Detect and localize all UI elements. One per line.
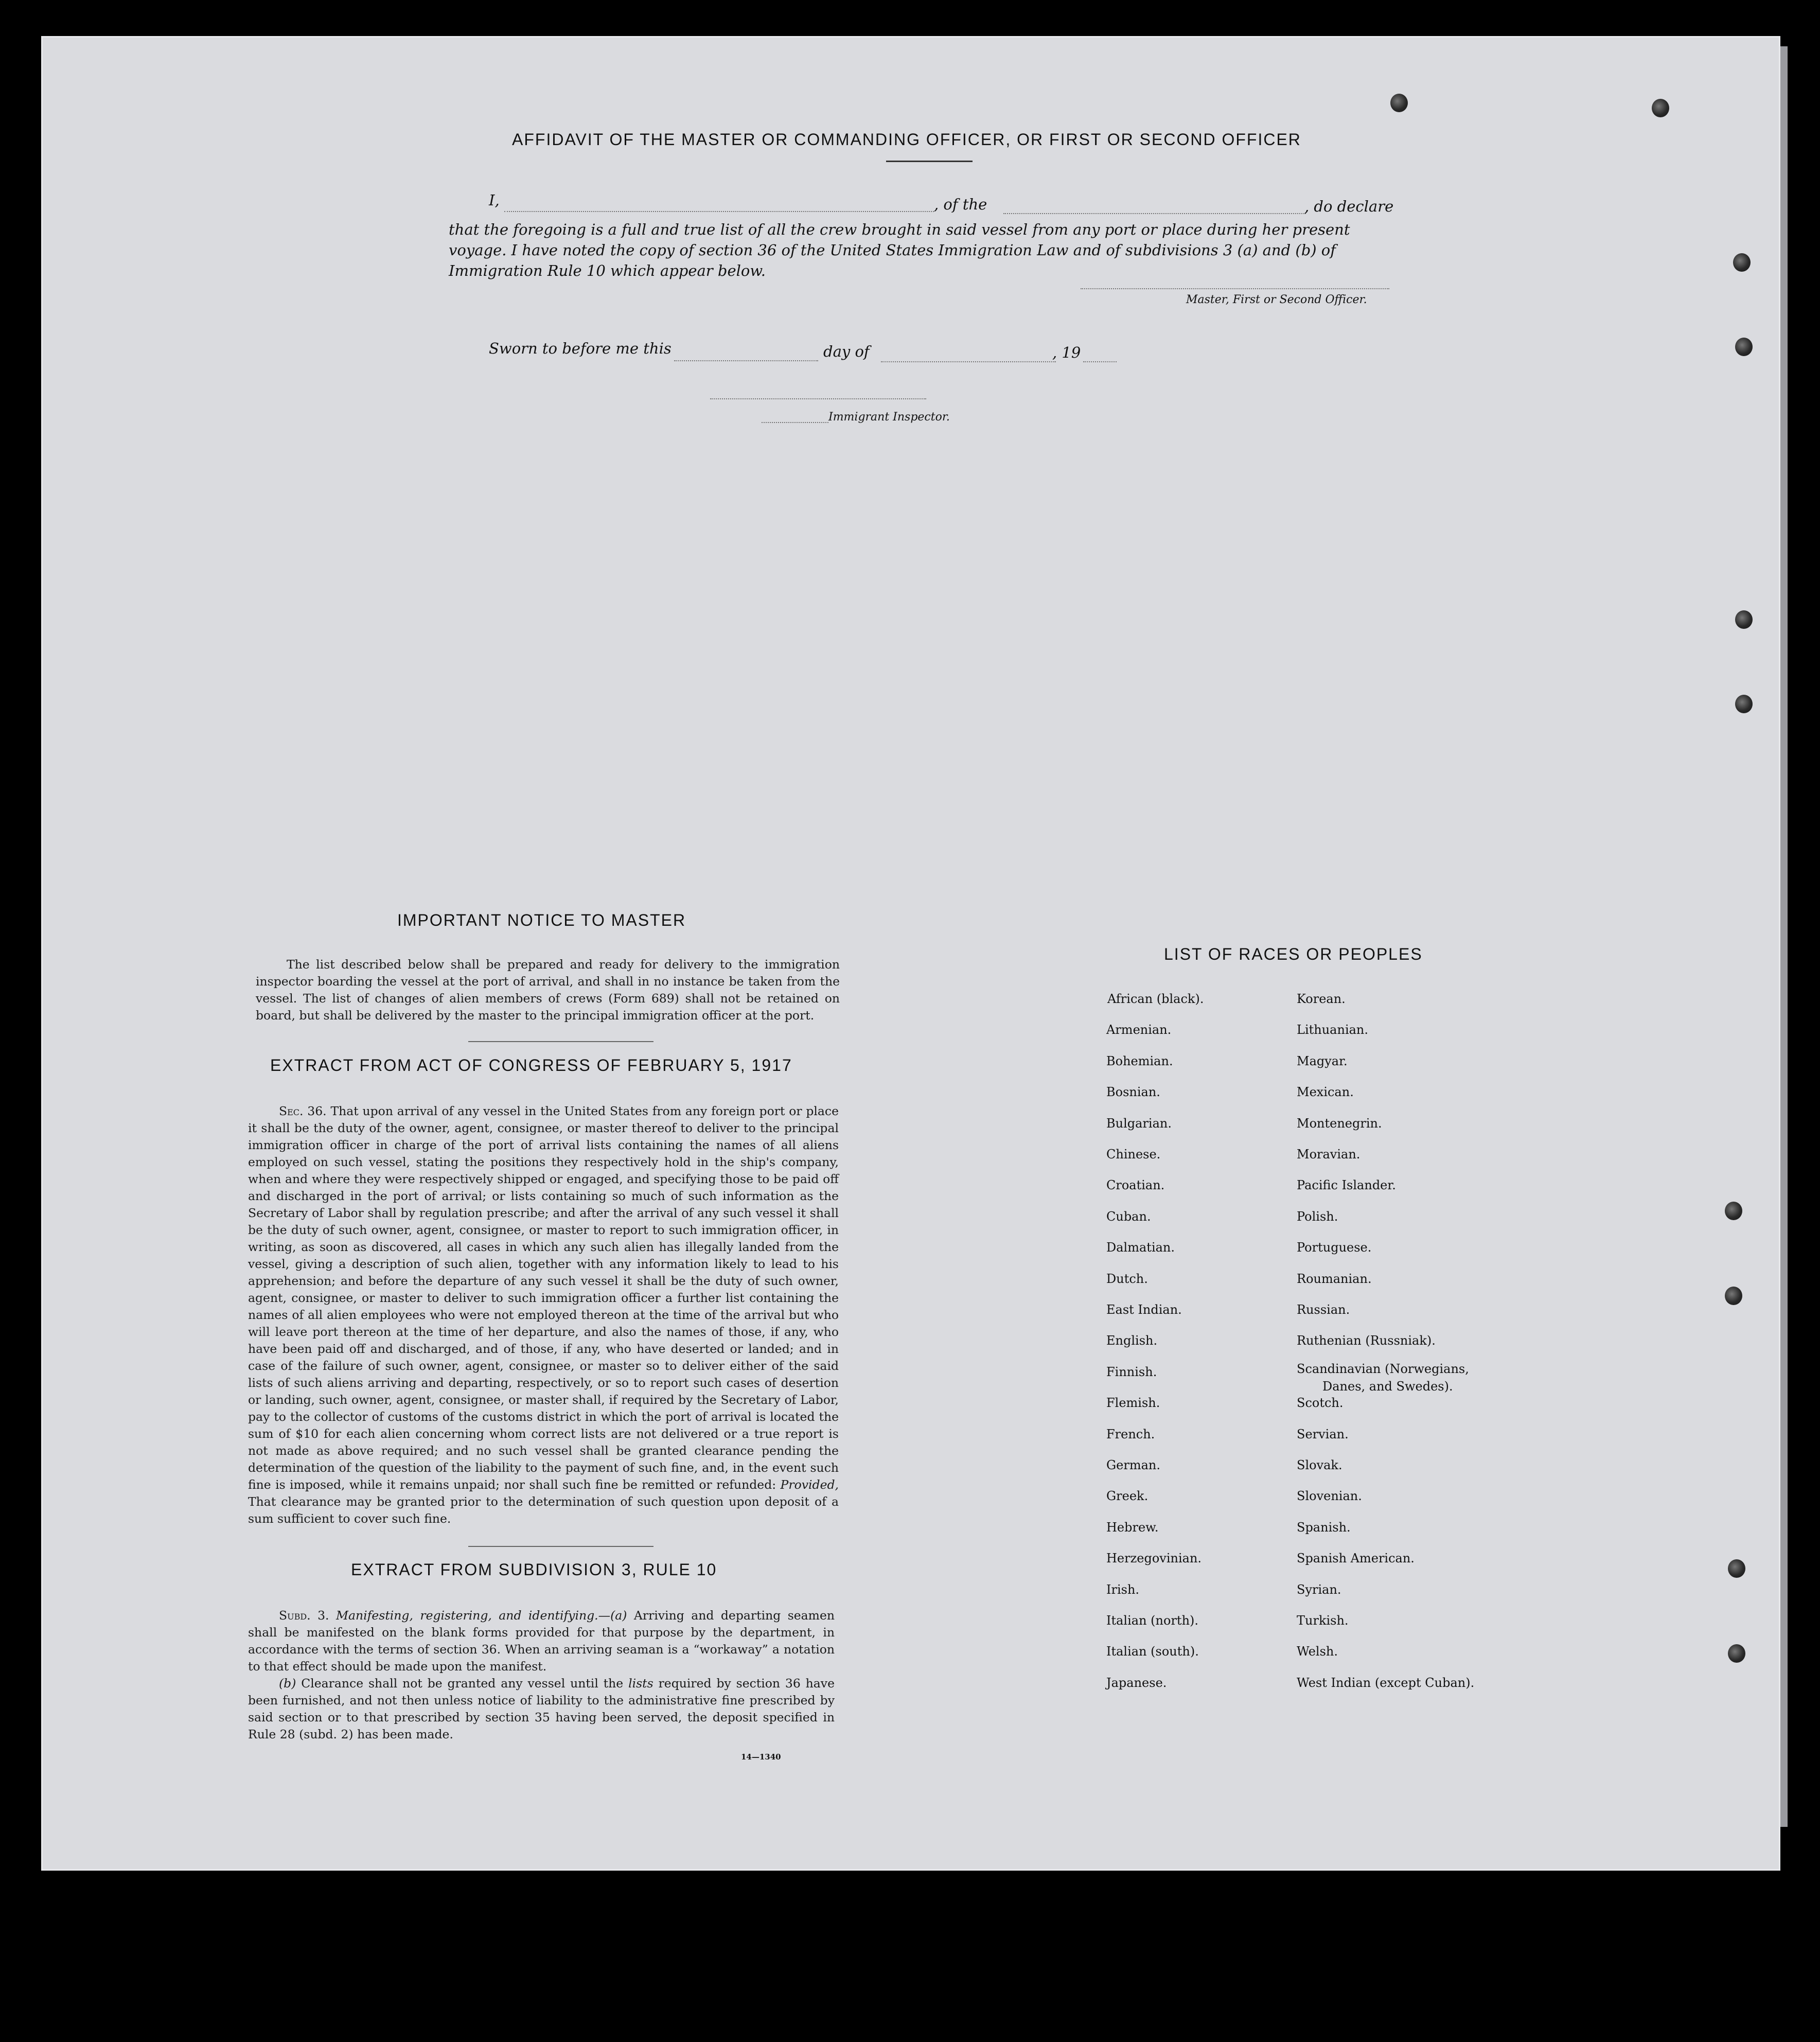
race-item-left: Herzegovinian.: [1106, 1551, 1202, 1565]
vessel-blank[interactable]: [1003, 213, 1306, 214]
act-rule: [468, 1546, 653, 1547]
sworn-mid: day of: [823, 343, 870, 360]
rule-body: [248, 1607, 835, 1743]
race-item-left: Italian (south).: [1106, 1644, 1199, 1659]
punch-hole: [1652, 99, 1669, 117]
sworn-end: , 19: [1052, 344, 1081, 361]
race-item-right: Pacific Islander.: [1297, 1178, 1396, 1192]
punch-hole: [1735, 338, 1753, 356]
sworn-start: Sworn to before me this: [489, 340, 672, 357]
para-a-label: (a): [610, 1608, 627, 1623]
act-text-proviso: That clearance may be granted prior to the determination of such question upon deposit of a sum sufficient to cover such fine.: [248, 1494, 839, 1526]
race-item-left: Hebrew.: [1106, 1520, 1159, 1535]
race-item-right: Magyar.: [1297, 1054, 1348, 1068]
notice-text: The list described below shall be prepared and ready for delivery to the immigration inspector boarding the vessel at the port of arrival, and shall in no instance be taken from the vessel. The list of changes of alien members of crews (Form 689) shall not be retained on board, but shall be delivered by the master to the principal immigration officer at the port.: [256, 957, 840, 1023]
affidavit-line1-mid: , of the: [934, 196, 987, 213]
race-item-left: Bulgarian.: [1106, 1116, 1172, 1131]
punch-hole: [1728, 1559, 1745, 1578]
para-b-text-1: Clearance shall not be granted any vessel until the: [301, 1676, 624, 1691]
punch-hole: [1390, 94, 1408, 112]
punch-hole: [1735, 695, 1753, 713]
race-item-left: Italian (north).: [1106, 1613, 1199, 1628]
para-a-text: Arriving and departing seamen shall be manifested on the blank forms provided for that purpose by the department, in accordance with the terms of section 36. When an arriving seaman is a “workaway” a notation to that effect should be made upon the manifest.: [248, 1608, 835, 1674]
race-item-left: Bosnian.: [1106, 1085, 1160, 1099]
para-b-label: (b): [279, 1676, 296, 1691]
race-item-left: Greek.: [1106, 1489, 1148, 1503]
race-item-left: Cuban.: [1106, 1209, 1151, 1224]
races-title: LIST OF RACES OR PEOPLES: [1164, 945, 1423, 963]
race-item-right: Slovak.: [1297, 1458, 1342, 1472]
inspector-blank-upper[interactable]: [710, 398, 926, 399]
race-item-left: Armenian.: [1106, 1023, 1172, 1037]
race-item-left: Flemish.: [1106, 1396, 1160, 1410]
race-item-right: Servian.: [1297, 1427, 1349, 1441]
sworn-day-blank[interactable]: [674, 360, 818, 361]
subd-label: Subd. 3.: [279, 1608, 329, 1623]
race-item-left: French.: [1106, 1427, 1155, 1441]
page-edge: [1780, 46, 1788, 1827]
notice-body: [256, 956, 840, 1024]
race-item-right: Lithuanian.: [1297, 1023, 1369, 1037]
race-item-left: Dalmatian.: [1106, 1240, 1175, 1255]
race-item-right-continuation: Danes, and Swedes).: [1322, 1379, 1453, 1394]
rule-title: EXTRACT FROM SUBDIVISION 3, RULE 10: [351, 1560, 717, 1579]
race-item-left: Finnish.: [1106, 1365, 1157, 1379]
signer-blank[interactable]: [1081, 288, 1389, 289]
race-item-right: Scotch.: [1297, 1396, 1344, 1410]
affidavit-line1-end: , do declare: [1304, 198, 1394, 215]
race-item-right: Welsh.: [1297, 1644, 1338, 1659]
race-item-right: Montenegrin.: [1297, 1116, 1382, 1131]
para-b-lists: lists: [628, 1676, 653, 1691]
act-title: EXTRACT FROM ACT OF CONGRESS OF FEBRUARY 5, 1917: [270, 1056, 792, 1075]
affidavit-line1-start: I,: [489, 191, 500, 209]
race-item-left: East Indian.: [1106, 1302, 1182, 1317]
sworn-month-blank[interactable]: [881, 361, 1056, 362]
rule-para-b: [248, 1675, 835, 1743]
race-item-right: Syrian.: [1297, 1582, 1341, 1597]
act-text-main: That upon arrival of any vessel in the United States from any foreign port or place it shall be the duty of the owner, agent, consignee, or master thereof to deliver to the principal immigration officer in charge of the port of arrival lists containing the names of all aliens employed on such vessel, stating the positions they respectively hold in the ship's company, when and where they were respectively shipped or engaged, and specifying those to be paid off and discharged in the port of arrival; or lists containing so much of such information as the Secretary of Labor shall by regulation prescribe; and after the arrival of any such vessel it shall be the duty of such owner, agent, consignee, or master to report to such immigration officer, in writing, as soon as discovered, all cases in which any such alien has illegally landed from the vessel, giving a description of such alien, together with any information likely to lead to his apprehension; and before the departure of any such vessel it shall be the duty of such owner, agent, consignee, or master to deliver to such immigration officer a further list containing the names of all alien employees who were not employed thereon at the time of the arrival but who will leave port thereon at the time of her departure, and also the names of those, if any, who have been paid off and discharged, and of those, if any, who have deserted or landed; and in case of the failure of such owner, agent, consignee, or master so to deliver either of the said lists of such aliens arriving and departing, respectively, or so to report such cases of desertion or landing, such owner, agent, consignee, or master shall, if required by the Secretary of Labor, pay to the collector of customs of the customs district in which the port of arrival is located the sum of $10 for each alien concerning whom correct lists are not delivered or a true report is not made as above required; and no such vessel shall be granted clearance pending the determination of the question of the liability to the payment of such fine, and, in the event such fine is imposed, while it remains unpaid; nor shall such fine be remitted or refunded:: [248, 1104, 839, 1492]
sworn-year-blank[interactable]: [1083, 361, 1117, 362]
race-item-left: Bohemian.: [1106, 1054, 1173, 1068]
inspector-label: Immigrant Inspector.: [828, 411, 950, 424]
para-b-text-2: required by section 36 have been furnished, and not then unless notice of liability to the administrative fine prescribed by said section or to that prescribed by section 35 having been served, the deposit specified in Rule 28 (subd. 2) has been made.: [248, 1676, 835, 1741]
affidavit-line2: that the foregoing is a full and true list of all the crew brought in said vessel from any port or place during her present: [449, 221, 1350, 238]
race-item-right: Portuguese.: [1297, 1240, 1372, 1255]
punch-hole: [1735, 610, 1753, 629]
act-body: [248, 1103, 839, 1527]
punch-hole: [1733, 253, 1751, 272]
race-item-left: Croatian.: [1106, 1178, 1165, 1192]
race-item-right: Russian.: [1297, 1302, 1350, 1317]
subd-heading: Manifesting, registering, and identifying.—: [335, 1608, 611, 1623]
race-item-right: Polish.: [1297, 1209, 1338, 1224]
race-item-right: Spanish.: [1297, 1520, 1351, 1535]
inspector-blank[interactable]: [762, 422, 828, 423]
notice-rule: [468, 1041, 653, 1042]
document-page: [41, 36, 1780, 1871]
affidavit-title: AFFIDAVIT OF THE MASTER OR COMMANDING OFFICER, OR FIRST OR SECOND OFFICER: [512, 130, 1301, 149]
race-item-left: African (black).: [1107, 992, 1204, 1006]
race-item-left: Dutch.: [1106, 1272, 1148, 1286]
race-item-left: English.: [1106, 1333, 1158, 1348]
form-number: 14—1340: [741, 1752, 781, 1762]
punch-hole: [1725, 1287, 1742, 1305]
race-item-right: West Indian (except Cuban).: [1297, 1676, 1475, 1690]
act-proviso-word: Provided,: [780, 1477, 839, 1492]
race-item-right: Ruthenian (Russniak).: [1297, 1333, 1436, 1348]
race-item-right: Slovenian.: [1297, 1489, 1362, 1503]
punch-hole: [1728, 1644, 1745, 1663]
affidavit-line3: voyage. I have noted the copy of section 36 of the United States Immigration Law and of subdivisions 3 (a) and (b) of: [449, 241, 1336, 259]
race-item-right: Moravian.: [1297, 1147, 1360, 1161]
race-item-left: Chinese.: [1106, 1147, 1161, 1161]
notice-title: IMPORTANT NOTICE TO MASTER: [397, 911, 686, 929]
race-item-right: Turkish.: [1297, 1613, 1349, 1628]
title-rule: [886, 161, 973, 162]
act-section-text: [248, 1103, 839, 1527]
name-blank[interactable]: [504, 211, 934, 212]
race-item-left: Japanese.: [1106, 1676, 1167, 1690]
affidavit-text: [449, 219, 1406, 281]
race-item-left: German.: [1106, 1458, 1160, 1472]
race-item-right: Roumanian.: [1297, 1272, 1372, 1286]
punch-hole: [1725, 1202, 1742, 1220]
affidavit-line4: Immigration Rule 10 which appear below.: [449, 262, 766, 279]
race-item-right: Mexican.: [1297, 1085, 1354, 1099]
act-section-label: Sec. 36.: [279, 1104, 327, 1118]
race-item-left: Irish.: [1106, 1582, 1140, 1597]
rule-para-a: [248, 1607, 835, 1675]
signer-label: Master, First or Second Officer.: [1186, 293, 1367, 306]
race-item-right: Spanish American.: [1297, 1551, 1415, 1565]
race-item-right: Korean.: [1297, 992, 1346, 1006]
race-item-right: Scandinavian (Norwegians,: [1297, 1362, 1469, 1376]
